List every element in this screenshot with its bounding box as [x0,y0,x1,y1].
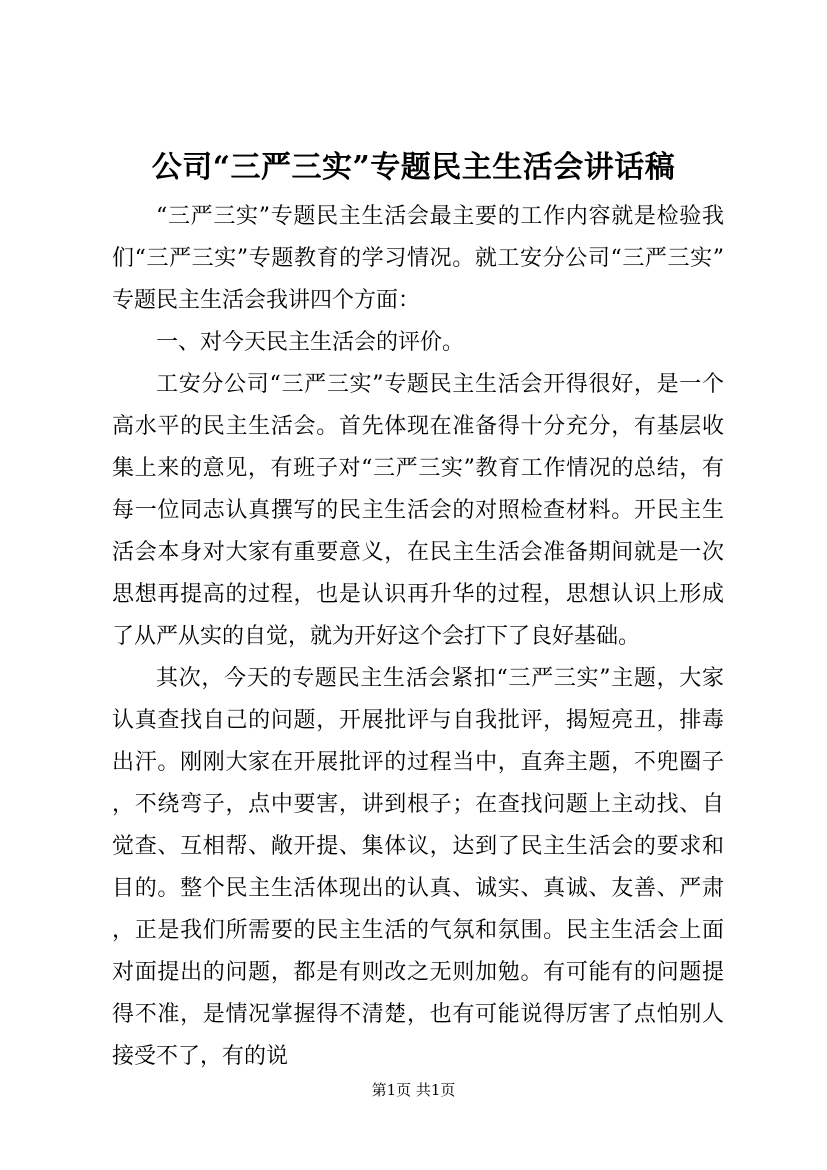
paragraph-intro: “三严三实”专题民主生活会最主要的工作内容就是检验我们“三严三实”专题教育的学习情况。就工安分公司“三严三实”专题民主生活会我讲四个方面： [112,204,724,313]
page-footer: 第1页 共1页 [371,1081,456,1099]
paragraph-section-heading: 一、对今天民主生活会的评价。 [156,330,465,355]
document-body [112,196,724,1078]
paragraph-secondly: 其次，今天的专题民主生活会紧扣“三严三实”主题，大家认真查找自己的问题，开展批评与自我批评，揭短亮丑，排毒出汗。刚刚大家在开展批评的过程当中，直奔主题，不兜圈子，不绕弯子，点中要害，讲到根子；在查找问题上主动找、自觉查、互相帮、敞开提、集体议，达到了民主生活会的要求和目的。整个民主生活体现出的认真、诚实、真诚、友善、严肃，正是我们所需要的民主生活的气氛和氛围。民主生活会上面对面提出的问题，都是有则改之无则加勉。有可能有的问题提得不准，是情况掌握得不清楚，也有可能说得厉害了点怕别人接受不了，有的说 [112,666,724,1069]
document-title: 公司“三严三实”专题民主生活会讲话稿 [151,150,676,185]
paragraph-evaluation: 工安分公司“三严三实”专题民主生活会开得很好，是一个高水平的民主生活会。首先体现在准备得十分充分，有基层收集上来的意见，有班子对“三严三实”教育工作情况的总结，有每一位同志认真撰写的民主生活会的对照检查材料。开民主生活会本身对大家有重要意义，在民主生活会准备期间就是一次思想再提高的过程，也是认识再升华的过程，思想认识上形成了从严从实的自觉，就为开好这个会打下了良好基础。 [112,372,724,649]
